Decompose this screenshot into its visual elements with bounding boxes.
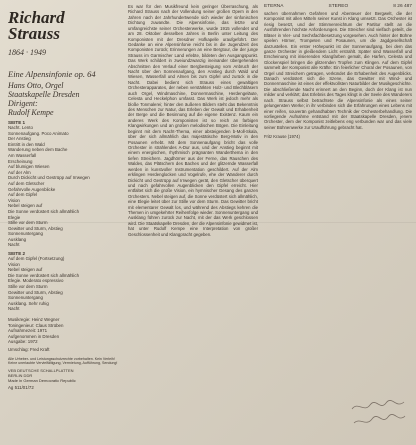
print-code: Ag 511/01/72 xyxy=(8,385,34,391)
track-item: Sonnenuntergang xyxy=(8,231,43,237)
side-2-heading: SEITE 2 xyxy=(8,251,26,257)
track-item: Am Wasserfall xyxy=(8,152,37,158)
performer-line: Staatskapelle Dresden xyxy=(8,90,80,99)
track-item: Nacht xyxy=(8,306,20,312)
track-item: Auf blumigen Wiesen xyxy=(8,164,50,170)
side-1-heading: SEITE 1 xyxy=(8,120,26,125)
track-item: Vision xyxy=(8,261,20,267)
performer-line: Rudolf Kempe xyxy=(8,108,54,117)
credit-line: Ausgabe: 1972 xyxy=(8,339,38,345)
fold-line xyxy=(0,222,416,223)
album-title: Eine Alpensinfonie op. 64 xyxy=(8,69,96,79)
track-item: Elegie. Moderato espressivo xyxy=(8,278,64,284)
track-item: Wanderung neben dem Bache xyxy=(8,147,68,153)
track-item: Eintritt in den Wald xyxy=(8,141,45,147)
track-item: Die Sonne verdüstert sich allmählich xyxy=(8,272,80,278)
composer-dates: 1864 · 1949 xyxy=(8,48,46,57)
track-item: Stille vor dem Sturm xyxy=(8,284,48,290)
track-item: Durch Dickicht und Gestrüpp auf Irrwegen xyxy=(8,175,90,181)
track-item: Nebel steigen auf xyxy=(8,203,43,209)
recording-credits xyxy=(8,317,120,345)
rights-notice: Alle Urheber- und Leistungsschutzrechte vorbehalten. Kein Verleih! Keine unerlaubte Vervielfältigung, Vermietung, Aufführung, Sendung! xyxy=(8,356,118,365)
cover-credit: Umschlag: Fred Kraft xyxy=(8,346,50,352)
track-item: Auf dem Gipfel xyxy=(8,192,38,198)
track-item: Stille vor dem Sturm xyxy=(8,220,48,226)
left-column xyxy=(8,0,120,391)
composer-last-name: Strauss xyxy=(8,24,60,43)
liner-notes-part-2: sachen übernahmen Gefahren und Abenteuer der Bergwelt, die der Komponist mit allen Mitteln seiner Kunst in Klang umsetzt. Das Orchester ist riesig besetzt, und der Stimmenreichtum der Partitur stellt an die Ausführenden höchste Anforderungen. Die Streicher sind vielfach geteilt, die Bläser in Vier- und Sechsfachbesetzung vorgesehen. Auch hinter der Bühne spielen Hörner, Trompeten und Posaunen, um die Jagdgesellschaft darzustellen. Ein erster Höhepunkt ist der Sonnenaufgang, bei dem das ganze Orchester in gleißendem Licht erstrahlt. Später sind Wasserfall und Erscheinung mit irisierenden Klangfarben gemalt, die Harfen, Celesta und Glockenspiel bringen die glitzernden Tropfen zum Klingen. Auf dem Gipfel sammelt der Komponist alle Kräfte: Ein feierlicher Choral der Posaunen, von Orgel und Streichern getragen, verkündet die Erhabenheit des Augenblicks. Danach verdüstert sich die Szene, das Gewitter mit Wind- und Donnermaschine ist eines der effektvollsten Naturbilder der Musikgeschichte. Die abschließende Nacht erinnert an den Beginn, doch der Klang ist nun milder und verklärt; das Erlebnis des Tages klingt in der Seele des Wanderers nach. Strauss selbst betrachtete die Alpensinfonie als eines seiner gelungensten Werke; in ihr verbinden sich die Erfahrungen eines Lebens mit einer reifen, souverän gehandhabten Technik der Orchesterbehandlung. Die vorliegende Aufnahme entstand mit der Staatskapelle Dresden, jenem Orchester, dem der Komponist zeitlebens eng verbunden war und das viele seiner Bühnenwerke zur Uraufführung gebracht hat. xyxy=(264,11,412,130)
side-2-tracklist xyxy=(8,256,120,312)
track-item: Erscheinung xyxy=(8,158,33,164)
track-item: Gewitter und Sturm, Abstieg xyxy=(8,289,63,295)
side-1-tracklist xyxy=(8,125,120,248)
stereo-mark: STEREO xyxy=(328,4,349,9)
track-item: Nebel steigen auf xyxy=(8,267,43,273)
track-item: Nacht. Lento xyxy=(8,125,33,130)
composer-first-name: Richard xyxy=(8,8,65,27)
middle-column xyxy=(128,4,258,237)
track-item: Sonnenuntergang xyxy=(8,295,43,301)
track-item: Nacht xyxy=(8,242,20,248)
credit-line: Musikregie: Heinz Wegner xyxy=(8,317,60,322)
credit-line: Aufnahmezeit: 1971 xyxy=(8,328,48,334)
credit-line: Toningenieur: Claus Strüben xyxy=(8,322,64,328)
track-item: Ausklang. Sehr ruhig xyxy=(8,300,49,306)
publisher-imprint xyxy=(8,368,120,383)
track-item: Die Sonne verdüstert sich allmählich xyxy=(8,208,80,214)
right-column xyxy=(264,4,412,139)
imprint-line: Made in German Democratic Republic xyxy=(8,378,76,384)
performer-line: Hans Otto, Orgel xyxy=(8,81,64,90)
label-name: ETERNA xyxy=(264,4,284,9)
credit-line: Aufgenommen in Dresden xyxy=(8,333,60,339)
composer-name xyxy=(8,10,120,42)
track-item: Gewitter und Sturm, Abstieg xyxy=(8,225,63,231)
performer-list xyxy=(8,81,120,117)
imprint-line: VEB DEUTSCHE SCHALLPLATTEN xyxy=(8,368,74,374)
imprint-line: BERLIN DDR xyxy=(8,373,33,379)
track-item: Auf dem Gipfel (Fortsetzung) xyxy=(8,256,65,262)
track-item: Der Anstieg xyxy=(8,136,31,142)
track-item: Gefahrvolle Augenblicke xyxy=(8,186,56,192)
track-item: Auf der Alm xyxy=(8,169,31,175)
notes-author: Fritz Krause (1974) xyxy=(264,134,300,140)
handwritten-signature xyxy=(350,397,408,433)
catalog-number: 8 26 487 xyxy=(393,4,412,9)
track-item: Sonnenaufgang. Poco Animato xyxy=(8,130,69,136)
liner-notes-part-1: Es war für den Musikfreund kein geringer Überraschung, als Richard Strauss nach der Vollendung seiner großen Opern in den Jahren nach der Jahrhundertwende sich wieder der sinfonischen Dichtung zuwandte. Die Alpensinfonie, das letzte und umfangreichste seiner Orchesterwerke, wurde 1915 vollendet und am 28. Oktober desselben Jahres in Berlin unter Leitung des Komponisten mit der Dresdner Hofkapelle uraufgeführt. Der Gedanke an eine Alpensinfonie reicht bis in die Jugendzeit des Komponisten zurück; Erinnerungen an eine Bergtour, die der junge Strauss im Garmischer Land erlebte, bildeten den Ausgangspunkt. Das Werk schildert in zweiundzwanzig ineinander übergehenden Abschnitten den Verlauf einer Bergbesteigung vom Anbruch der Nacht über den Sonnenaufgang, den Anstieg durch Wald und Wiesen, Wasserfall und Almen bis zum Gipfel und zurück in die Nacht. Dabei bedient sich Strauss eines gewaltigen Orchesterapparates, der neben verstärkten Holz- und Blechbläsern auch Orgel, Windmaschine, Donnermaschine, Herdengeläute, Celesta und Heckelphon umfasst. Das Werk ist jedoch mehr als bloße Tonmalerei; hinter den äußeren Bildern steht das Bekenntnis des Menschen zur Natur, das Erleben der Gewalt und Erhabenheit der Berge und die Besinnung auf die eigene Existenz. Kaum ein anderes Werk des Komponisten ist so reich an farbigen Klangwirkungen und an großen melodischen Bögen. Die Einleitung beginnt mit dem Nacht-Thema, einer absteigenden b-Moll-Skala, über der sich allmählich das majestätische Berg-Motiv in den Posaunen erhebt. Mit dem Sonnenaufgang bricht das volle Orchester in strahlendes A-Dur aus, und der Anstieg beginnt mit einem energischen, rhythmisch prägnanten Wanderthema in den tiefen Streichern. Jagdhörner aus der Ferne, das Rauschen des Waldes, das Plätschern des Baches und der glitzernde Wasserfall werden in kunstvoller Instrumentation geschildert. Auf der Alm erklingen Herdenglocken und Vogelrufe, ehe der Wanderer durch Dickicht und Gestrüpp auf Irrwegen gerät, den Gletscher überquert und nach gefahrvollen Augenblicken den Gipfel erreicht. Hier entfaltet sich die große Vision, ein hymnischer Gesang des ganzen Orchesters. Nebel steigen auf, die Sonne verdüstert sich allmählich, eine Elegie leitet über zur Stille vor dem Sturm. Das Gewitter bricht mit elementarer Gewalt los, und während des Abstiegs kehren die Themen in umgekehrter Reihenfolge wieder. Sonnenuntergang und Ausklang führen zurück zur Nacht, mit der das Werk geschlossen wird. Die Staatskapelle Dresden, der die Alpensinfonie gewidmet ist, hat unter Rudolf Kempe eine Interpretation von großer Geschlossenheit und Klangpracht gegeben. xyxy=(128,4,258,237)
catalog-header xyxy=(264,4,412,9)
track-item: Ausklang xyxy=(8,236,27,242)
track-item: Auf dem Gletscher xyxy=(8,180,45,186)
track-item: Elegie xyxy=(8,214,21,220)
track-item: Vision xyxy=(8,197,20,203)
performer-line: Dirigent: xyxy=(8,99,38,108)
